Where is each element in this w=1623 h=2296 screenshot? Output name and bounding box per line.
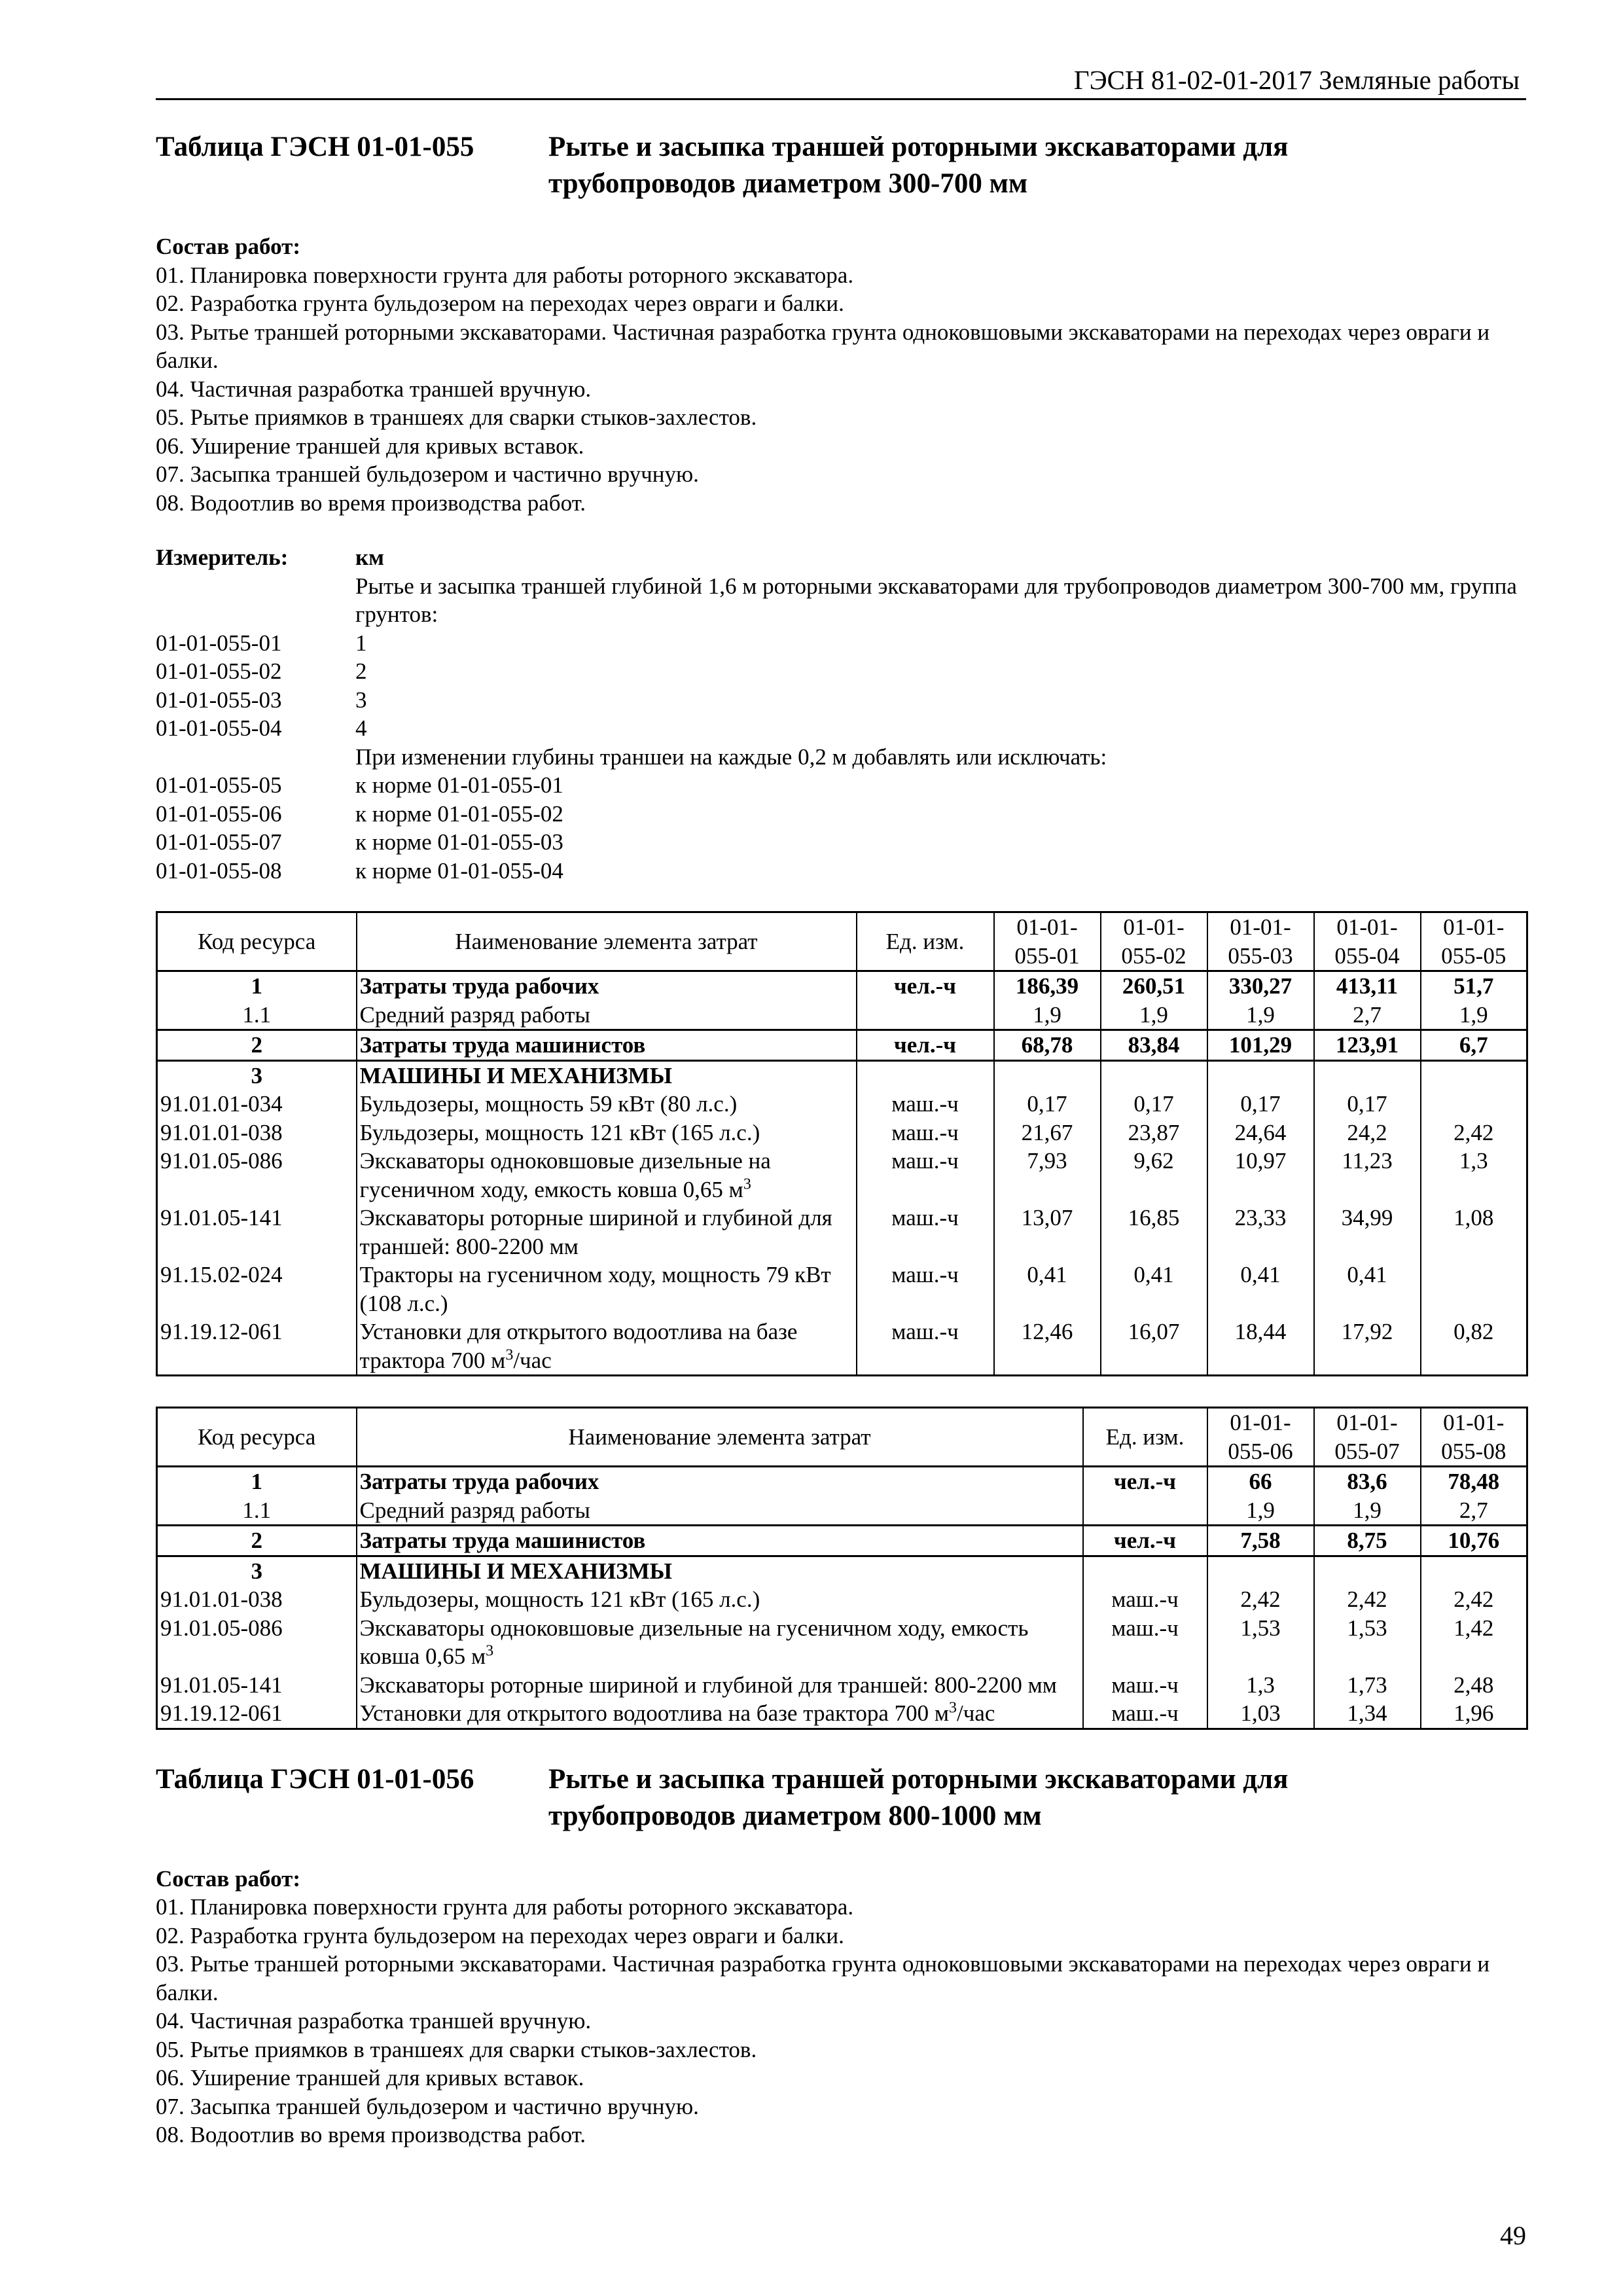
table-row bbox=[157, 1496, 1527, 1526]
resource-name bbox=[357, 1585, 1083, 1614]
resource-value: 186,39 bbox=[994, 971, 1101, 1001]
resource-value: 1,3 bbox=[1421, 1147, 1527, 1204]
resource-name-text: Экскаваторы одноковшовые дизельные на гусеничном ходу, емкость ковша 0,65 м bbox=[359, 1148, 771, 1202]
resource-value: 1,3 bbox=[1207, 1671, 1314, 1700]
resource-value: 17,92 bbox=[1314, 1318, 1421, 1376]
resource-code: 3 bbox=[157, 1556, 357, 1585]
header-norm-code: 01-01-055-03 bbox=[1207, 912, 1314, 971]
norm-row bbox=[156, 714, 1526, 743]
resource-value: 16,07 bbox=[1101, 1318, 1207, 1376]
resource-value: 12,46 bbox=[994, 1318, 1101, 1376]
resource-unit: маш.-ч bbox=[857, 1119, 994, 1147]
resource-name bbox=[357, 971, 857, 1001]
norm-row bbox=[156, 771, 1526, 800]
meter-block bbox=[156, 543, 1526, 885]
norm-text: к норме 01-01-055-02 bbox=[355, 800, 563, 827]
header-norm-code: 01-01-055-04 bbox=[1314, 912, 1421, 971]
norm-code: 01-01-055-08 bbox=[156, 857, 282, 884]
norm-code: 01-01-055-06 bbox=[156, 800, 282, 827]
resource-code: 91.01.05-141 bbox=[157, 1671, 357, 1700]
resource-value: 2,42 bbox=[1421, 1119, 1527, 1147]
resource-name-text: Экскаваторы роторные шириной и глубиной для траншей: 800-2200 мм bbox=[359, 1205, 832, 1259]
norm-list-a bbox=[156, 629, 1526, 743]
composition-item: 05. Рытье приямков в траншеях для сварки стыков-захлестов. bbox=[156, 404, 757, 430]
resource-value: 1,03 bbox=[1207, 1699, 1314, 1729]
resource-value: 123,91 bbox=[1314, 1030, 1421, 1061]
composition-item: 05. Рытье приямков в траншеях для сварки стыков-захлестов. bbox=[156, 2036, 757, 2062]
resource-value: 9,62 bbox=[1101, 1147, 1207, 1204]
superscript: 3 bbox=[486, 1642, 494, 1660]
resource-value: 0,82 bbox=[1421, 1318, 1527, 1376]
resource-code: 1 bbox=[157, 971, 357, 1001]
table-row bbox=[157, 1467, 1527, 1496]
resource-unit: чел.-ч bbox=[857, 971, 994, 1001]
norm-row bbox=[156, 857, 1526, 886]
resource-name bbox=[357, 1119, 857, 1147]
resource-code: 2 bbox=[157, 1526, 357, 1556]
resource-value: 1,42 bbox=[1421, 1614, 1527, 1671]
table-row bbox=[157, 1119, 1527, 1147]
composition-item: 04. Частичная разработка траншей вручную. bbox=[156, 2008, 592, 2034]
resource-value: 13,07 bbox=[994, 1204, 1101, 1261]
table-055-code: Таблица ГЭСН 01-01-055 bbox=[156, 132, 474, 162]
resource-value: 2,7 bbox=[1421, 1496, 1527, 1526]
superscript: 3 bbox=[505, 1346, 514, 1363]
resource-value: 1,9 bbox=[1101, 1001, 1207, 1030]
resource-value: 24,64 bbox=[1207, 1119, 1314, 1147]
table-row bbox=[157, 1060, 1527, 1090]
resource-value: 260,51 bbox=[1101, 971, 1207, 1001]
resource-table-a bbox=[156, 911, 1528, 1376]
resource-unit: маш.-ч bbox=[857, 1204, 994, 1261]
header-rule bbox=[156, 98, 1526, 100]
table-row bbox=[157, 1318, 1527, 1376]
resource-value bbox=[1421, 1261, 1527, 1318]
norm-code: 01-01-055-01 bbox=[156, 630, 282, 656]
resource-name bbox=[357, 1467, 1083, 1496]
resource-value: 413,11 bbox=[1314, 971, 1421, 1001]
norm-list-b bbox=[156, 771, 1526, 885]
composition-heading: Состав работ: bbox=[156, 1865, 300, 1892]
meter-label: Измеритель: bbox=[156, 545, 289, 570]
resource-value: 0,17 bbox=[1314, 1090, 1421, 1119]
resource-value: 330,27 bbox=[1207, 971, 1314, 1001]
resource-value: 0,17 bbox=[1207, 1090, 1314, 1119]
resource-value: 0,41 bbox=[1314, 1261, 1421, 1318]
resource-value: 1,53 bbox=[1314, 1614, 1421, 1671]
resource-name-text: Экскаваторы роторные шириной и глубиной для траншей: 800-2200 мм bbox=[359, 1672, 1057, 1698]
resource-value: 16,85 bbox=[1101, 1204, 1207, 1261]
composition-item: 03. Рытье траншей роторными экскаваторами. Частичная разработка грунта одноковшовыми экскаваторами на переходах через овраги и балки. bbox=[156, 319, 1490, 373]
table-row bbox=[157, 971, 1527, 1001]
resource-name-text: Бульдозеры, мощность 121 кВт (165 л.с.) bbox=[359, 1587, 760, 1612]
resource-code: 91.19.12-061 bbox=[157, 1699, 357, 1729]
resource-value: 23,87 bbox=[1101, 1119, 1207, 1147]
resource-value bbox=[1314, 1556, 1421, 1585]
resource-value bbox=[994, 1060, 1101, 1090]
resource-value: 18,44 bbox=[1207, 1318, 1314, 1376]
table-056-code: Таблица ГЭСН 01-01-056 bbox=[156, 1763, 474, 1795]
resource-value: 2,42 bbox=[1207, 1585, 1314, 1614]
norm-code: 01-01-055-05 bbox=[156, 772, 282, 798]
composition-item: 02. Разработка грунта бульдозером на переходах через овраги и балки. bbox=[156, 291, 844, 316]
norm-text: к норме 01-01-055-04 bbox=[355, 857, 563, 884]
norm-text: 1 bbox=[355, 630, 367, 656]
resource-value: 66 bbox=[1207, 1467, 1314, 1496]
resource-unit bbox=[857, 1001, 994, 1030]
resource-value bbox=[1207, 1060, 1314, 1090]
composition-list bbox=[156, 1893, 1526, 2149]
header-norm-code: 01-01-055-06 bbox=[1207, 1408, 1314, 1467]
resource-name-text: Установки для открытого водоотлива на базе трактора 700 м bbox=[359, 1319, 798, 1373]
resource-code: 91.15.02-024 bbox=[157, 1261, 357, 1318]
resource-name bbox=[357, 1671, 1083, 1700]
resource-name-text: Экскаваторы одноковшовые дизельные на гусеничном ходу, емкость ковша 0,65 м bbox=[359, 1615, 1029, 1669]
table-row bbox=[157, 1671, 1527, 1700]
composition-item: 01. Планировка поверхности грунта для работы роторного экскаватора. bbox=[156, 262, 854, 288]
resource-value bbox=[1101, 1060, 1207, 1090]
resource-code: 91.01.05-141 bbox=[157, 1204, 357, 1261]
resource-value: 0,41 bbox=[1101, 1261, 1207, 1318]
resource-name-text: Средний разряд работы bbox=[359, 1497, 590, 1523]
resource-code: 91.01.05-086 bbox=[157, 1147, 357, 1204]
resource-name bbox=[357, 1147, 857, 1204]
resource-name-text: Установки для открытого водоотлива на базе трактора 700 м bbox=[359, 1700, 950, 1726]
resource-value: 10,76 bbox=[1421, 1526, 1527, 1556]
composition-item: 01. Планировка поверхности грунта для работы роторного экскаватора. bbox=[156, 1894, 854, 1920]
resource-unit: чел.-ч bbox=[1083, 1467, 1207, 1496]
resource-value: 1,9 bbox=[1314, 1496, 1421, 1526]
resource-value: 68,78 bbox=[994, 1030, 1101, 1061]
superscript: 3 bbox=[743, 1175, 751, 1193]
table-056-title: Рытье и засыпка траншей роторными экскаваторами для трубопроводов диаметром 800-1000 мм bbox=[548, 1763, 1289, 1831]
norm-row bbox=[156, 686, 1526, 715]
resource-code: 91.01.05-086 bbox=[157, 1614, 357, 1671]
meter-unit: км bbox=[355, 545, 385, 570]
resource-unit: маш.-ч bbox=[1083, 1671, 1207, 1700]
resource-value: 10,97 bbox=[1207, 1147, 1314, 1204]
resource-unit: маш.-ч bbox=[857, 1147, 994, 1204]
resource-name-text: Затраты труда машинистов bbox=[359, 1032, 646, 1058]
resource-unit: маш.-ч bbox=[1083, 1614, 1207, 1671]
resource-value: 83,84 bbox=[1101, 1030, 1207, 1061]
table-row bbox=[157, 1556, 1527, 1585]
table-056-composition bbox=[156, 1865, 1526, 2149]
resource-code: 1.1 bbox=[157, 1496, 357, 1526]
composition-item: 06. Уширение траншей для кривых вставок. bbox=[156, 433, 584, 459]
resource-value: 1,08 bbox=[1421, 1204, 1527, 1261]
resource-value: 1,53 bbox=[1207, 1614, 1314, 1671]
running-head: ГЭСН 81-02-01-2017 Земляные работы bbox=[1073, 65, 1520, 95]
resource-value: 0,41 bbox=[1207, 1261, 1314, 1318]
resource-value: 0,17 bbox=[994, 1090, 1101, 1119]
resource-name bbox=[357, 1614, 1083, 1671]
resource-value bbox=[1314, 1060, 1421, 1090]
resource-name-text: Средний разряд работы bbox=[359, 1001, 590, 1028]
composition-item: 07. Засыпка траншей бульдозером и частично вручную. bbox=[156, 461, 699, 487]
resource-value bbox=[1421, 1556, 1527, 1585]
resource-code: 91.01.01-034 bbox=[157, 1090, 357, 1119]
norm-row bbox=[156, 657, 1526, 686]
resource-unit: чел.-ч bbox=[857, 1030, 994, 1061]
table-row bbox=[157, 1585, 1527, 1614]
table-056-heading bbox=[156, 1761, 1526, 1835]
resource-name bbox=[357, 1526, 1083, 1556]
resource-name bbox=[357, 1204, 857, 1261]
change-note-row bbox=[156, 743, 1526, 772]
resource-code: 1 bbox=[157, 1467, 357, 1496]
resource-value: 1,9 bbox=[1207, 1001, 1314, 1030]
composition-item: 07. Засыпка траншей бульдозером и частично вручную. bbox=[156, 2093, 699, 2119]
change-note: При изменении глубины траншеи на каждые 0,2 м добавлять или исключать: bbox=[355, 744, 1107, 770]
composition-heading: Состав работ: bbox=[156, 234, 300, 259]
resource-code: 3 bbox=[157, 1060, 357, 1090]
norm-text: 4 bbox=[355, 715, 367, 741]
resource-name-text: Тракторы на гусеничном ходу, мощность 79 кВт (108 л.с.) bbox=[359, 1262, 831, 1316]
norm-text: к норме 01-01-055-03 bbox=[355, 829, 563, 855]
resource-unit: маш.-ч bbox=[857, 1318, 994, 1376]
table-row bbox=[157, 1699, 1527, 1729]
resource-code: 2 bbox=[157, 1030, 357, 1061]
table-055-title: Рытье и засыпка траншей роторными экскаваторами для трубопроводов диаметром 300-700 мм bbox=[548, 132, 1289, 199]
resource-value: 1,9 bbox=[994, 1001, 1101, 1030]
table-row bbox=[157, 1261, 1527, 1318]
composition-item: 08. Водоотлив во время производства работ. bbox=[156, 490, 586, 516]
composition-item: 06. Уширение траншей для кривых вставок. bbox=[156, 2065, 584, 2090]
header-code: Код ресурса bbox=[157, 1408, 357, 1467]
resource-name-tail: /час bbox=[513, 1347, 552, 1373]
header-norm-code: 01-01-055-01 bbox=[994, 912, 1101, 971]
resource-value: 7,93 bbox=[994, 1147, 1101, 1204]
table-row bbox=[157, 1147, 1527, 1204]
composition-item: 08. Водоотлив во время производства работ. bbox=[156, 2122, 586, 2147]
resource-unit: маш.-ч bbox=[1083, 1699, 1207, 1729]
resource-unit bbox=[1083, 1556, 1207, 1585]
resource-value: 34,99 bbox=[1314, 1204, 1421, 1261]
superscript: 3 bbox=[949, 1699, 957, 1717]
resource-name bbox=[357, 1090, 857, 1119]
header-norm-code: 01-01-055-02 bbox=[1101, 912, 1207, 971]
resource-value: 1,96 bbox=[1421, 1699, 1527, 1729]
resource-name bbox=[357, 1318, 857, 1376]
resource-name bbox=[357, 1060, 857, 1090]
resource-name-text: Затраты труда машинистов bbox=[359, 1528, 646, 1553]
resource-name-text: МАШИНЫ И МЕХАНИЗМЫ bbox=[359, 1062, 673, 1088]
resource-value: 23,33 bbox=[1207, 1204, 1314, 1261]
norm-text: 3 bbox=[355, 687, 367, 713]
norm-row bbox=[156, 800, 1526, 829]
resource-value: 2,7 bbox=[1314, 1001, 1421, 1030]
resource-unit: чел.-ч bbox=[1083, 1526, 1207, 1556]
header-code: Код ресурса bbox=[157, 912, 357, 971]
resource-value: 1,34 bbox=[1314, 1699, 1421, 1729]
resource-name bbox=[357, 1030, 857, 1061]
resource-name bbox=[357, 1699, 1083, 1729]
resource-name-text: Затраты труда рабочих bbox=[359, 973, 599, 999]
resource-value: 0,41 bbox=[994, 1261, 1101, 1318]
resource-name-text: Бульдозеры, мощность 121 кВт (165 л.с.) bbox=[359, 1119, 760, 1145]
table-b-header bbox=[157, 1408, 1527, 1467]
resource-value: 101,29 bbox=[1207, 1030, 1314, 1061]
table-row bbox=[157, 1090, 1527, 1119]
resource-value: 8,75 bbox=[1314, 1526, 1421, 1556]
resource-value: 11,23 bbox=[1314, 1147, 1421, 1204]
resource-value: 2,42 bbox=[1421, 1585, 1527, 1614]
page-number: 49 bbox=[1500, 2221, 1526, 2250]
resource-value: 83,6 bbox=[1314, 1467, 1421, 1496]
resource-value bbox=[1421, 1060, 1527, 1090]
resource-name bbox=[357, 1261, 857, 1318]
resource-value: 6,7 bbox=[1421, 1030, 1527, 1061]
norm-text: 2 bbox=[355, 658, 367, 684]
resource-value: 24,2 bbox=[1314, 1119, 1421, 1147]
norm-text: к норме 01-01-055-01 bbox=[355, 772, 563, 798]
resource-unit: маш.-ч bbox=[857, 1261, 994, 1318]
header-norm-code: 01-01-055-05 bbox=[1421, 912, 1527, 971]
resource-unit bbox=[857, 1060, 994, 1090]
composition-item: 03. Рытье траншей роторными экскаваторами. Частичная разработка грунта одноковшовыми экскаваторами на переходах через овраги и балки. bbox=[156, 1951, 1490, 2005]
resource-value: 78,48 bbox=[1421, 1467, 1527, 1496]
resource-value bbox=[1421, 1090, 1527, 1119]
table-row bbox=[157, 1526, 1527, 1556]
resource-value: 21,67 bbox=[994, 1119, 1101, 1147]
header-name: Наименование элемента затрат bbox=[357, 1408, 1083, 1467]
resource-code: 91.01.01-038 bbox=[157, 1119, 357, 1147]
norm-code: 01-01-055-03 bbox=[156, 687, 282, 713]
table-row bbox=[157, 1614, 1527, 1671]
resource-name-tail: /час bbox=[957, 1700, 995, 1726]
resource-name-text: МАШИНЫ И МЕХАНИЗМЫ bbox=[359, 1558, 673, 1584]
meter-description: Рытье и засыпка траншей глубиной 1,6 м роторными экскаваторами для трубопроводов диаметром 300-700 мм, группа грунтов: bbox=[355, 573, 1517, 627]
composition-list bbox=[156, 261, 1526, 518]
resource-unit: маш.-ч bbox=[1083, 1585, 1207, 1614]
resource-table-b bbox=[156, 1407, 1528, 1730]
resource-name-text: Затраты труда рабочих bbox=[359, 1469, 599, 1494]
resource-value: 1,73 bbox=[1314, 1671, 1421, 1700]
resource-value: 0,17 bbox=[1101, 1090, 1207, 1119]
resource-name bbox=[357, 1556, 1083, 1585]
header-norm-code: 01-01-055-08 bbox=[1421, 1408, 1527, 1467]
table-row bbox=[157, 1001, 1527, 1030]
header-unit: Ед. изм. bbox=[1083, 1408, 1207, 1467]
resource-code: 91.01.01-038 bbox=[157, 1585, 357, 1614]
resource-value: 7,58 bbox=[1207, 1526, 1314, 1556]
norm-code: 01-01-055-07 bbox=[156, 829, 282, 855]
table-row bbox=[157, 1204, 1527, 1261]
resource-value: 2,42 bbox=[1314, 1585, 1421, 1614]
resource-value: 51,7 bbox=[1421, 971, 1527, 1001]
header-norm-code: 01-01-055-07 bbox=[1314, 1408, 1421, 1467]
meter-row bbox=[156, 543, 1526, 572]
table-row bbox=[157, 1030, 1527, 1061]
header-unit: Ед. изм. bbox=[857, 912, 994, 971]
composition-item: 04. Частичная разработка траншей вручную. bbox=[156, 376, 592, 402]
table-055-heading bbox=[156, 129, 1526, 202]
header-name: Наименование элемента затрат bbox=[357, 912, 857, 971]
norm-code: 01-01-055-02 bbox=[156, 658, 282, 684]
norm-row bbox=[156, 629, 1526, 658]
resource-unit: маш.-ч bbox=[857, 1090, 994, 1119]
resource-name-text: Бульдозеры, мощность 59 кВт (80 л.с.) bbox=[359, 1091, 738, 1117]
resource-code: 91.19.12-061 bbox=[157, 1318, 357, 1376]
table-055-composition bbox=[156, 232, 1526, 517]
resource-name bbox=[357, 1496, 1083, 1526]
resource-code: 1.1 bbox=[157, 1001, 357, 1030]
resource-name bbox=[357, 1001, 857, 1030]
table-a-header bbox=[157, 912, 1527, 971]
norm-code: 01-01-055-04 bbox=[156, 715, 282, 741]
meter-description-row bbox=[156, 572, 1526, 629]
composition-item: 02. Разработка грунта бульдозером на переходах через овраги и балки. bbox=[156, 1922, 844, 1948]
resource-unit bbox=[1083, 1496, 1207, 1526]
resource-value: 2,48 bbox=[1421, 1671, 1527, 1700]
resource-value bbox=[1207, 1556, 1314, 1585]
document-page bbox=[156, 63, 1526, 2149]
resource-value: 1,9 bbox=[1421, 1001, 1527, 1030]
norm-row bbox=[156, 828, 1526, 857]
resource-value: 1,9 bbox=[1207, 1496, 1314, 1526]
